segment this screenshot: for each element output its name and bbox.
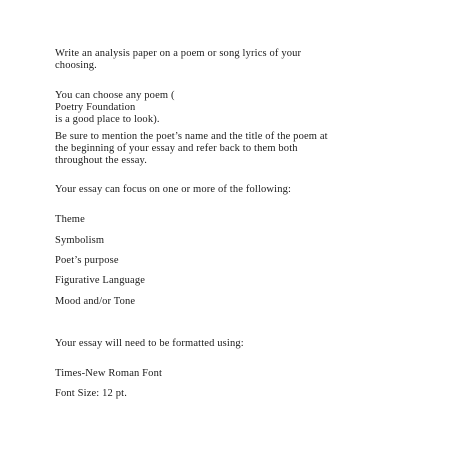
format-item-font: Times-New Roman Font (55, 368, 163, 379)
focus-item-symbolism: Symbolism (55, 235, 105, 246)
focus-item-mood-tone: Mood and/or Tone (55, 296, 136, 307)
intro-line-1: Write an analysis paper on a poem or song lyrics of your (55, 48, 302, 59)
choose-poem-line-3: is a good place to look). (55, 114, 160, 125)
focus-intro: Your essay can focus on one or more of the following: (55, 184, 292, 195)
choose-poem-line-1: You can choose any poem ( (55, 90, 175, 101)
mention-line-3: throughout the essay. (55, 155, 147, 166)
intro-line-2: choosing. (55, 60, 97, 71)
choose-poem-line-2: Poetry Foundation (55, 102, 136, 113)
focus-item-figurative-language: Figurative Language (55, 275, 146, 286)
focus-item-poets-purpose: Poet’s purpose (55, 255, 119, 266)
mention-line-2: the beginning of your essay and refer back to them both (55, 143, 298, 154)
format-item-font-size: Font Size: 12 pt. (55, 388, 127, 399)
mention-line-1: Be sure to mention the poet’s name and the title of the poem at (55, 131, 328, 142)
focus-item-theme: Theme (55, 214, 85, 225)
format-intro: Your essay will need to be formatted using: (55, 338, 244, 349)
